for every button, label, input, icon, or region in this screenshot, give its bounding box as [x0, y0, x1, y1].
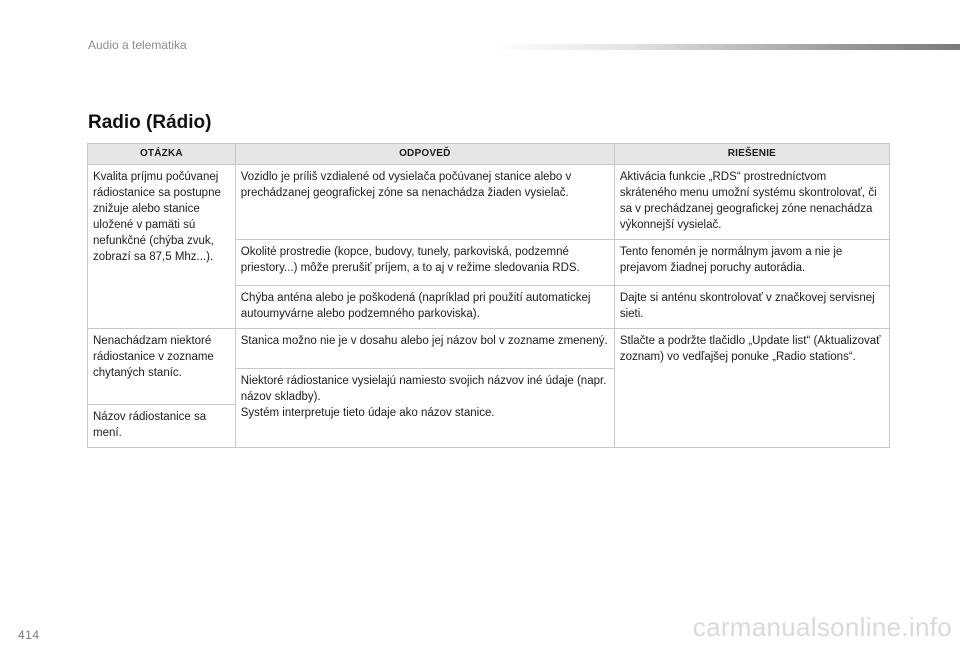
column-header-question: OTÁZKA	[88, 144, 236, 165]
answer-cell: Vozidlo je príliš vzdialené od vysielača počúvanej stanice alebo v prechádzanej geografickej zóne sa nenachádza žiaden vysielač.	[235, 165, 614, 240]
watermark: carmanualsonline.info	[692, 612, 952, 642]
answer-cell: Okolité prostredie (kopce, budovy, tunely, parkoviská, podzemné priestory...) môže prerušiť príjem, a to aj v režime sledovania RDS.	[235, 240, 614, 286]
table-row	[88, 165, 890, 240]
troubleshooting-table	[87, 143, 890, 448]
solution-cell: Stlačte a podržte tlačidlo „Update list“ (Aktualizovať zoznam) vo vedľajšej ponuke „Radio stations“.	[614, 329, 889, 448]
solution-cell: Tento fenomén je normálnym javom a nie je prejavom žiadnej poruchy autorádia.	[614, 240, 889, 286]
answer-cell: Chýba anténa alebo je poškodená (napríklad pri použití automatickej autoumyvárne alebo podzemného parkoviska).	[235, 286, 614, 329]
column-header-answer: ODPOVEĎ	[235, 144, 614, 165]
question-cell: Názov rádiostanice sa mení.	[88, 405, 236, 448]
header-title: Audio a telematika	[88, 38, 187, 52]
solution-cell: Dajte si anténu skontrolovať v značkovej servisnej sieti.	[614, 286, 889, 329]
column-header-solution: RIEŠENIE	[614, 144, 889, 165]
header-decorative-bar	[490, 44, 960, 50]
answer-cell: Niektoré rádiostanice vysielajú namiesto svojich názvov iné údaje (napr. názov skladby). Systém interpretuje tieto údaje ako názov stanice.	[235, 369, 614, 448]
table-header-row	[88, 144, 890, 165]
page-number: 414	[18, 628, 40, 642]
question-cell: Kvalita príjmu počúvanej rádiostanice sa postupne znižuje alebo stanice uložené v pamäti sú nefunkčné (chýba zvuk, zobrazí sa 87,5 Mhz...).	[88, 165, 236, 329]
table-row	[88, 329, 890, 369]
answer-cell: Stanica možno nie je v dosahu alebo jej názov bol v zozname zmenený.	[235, 329, 614, 369]
section-title: Radio (Rádio)	[88, 112, 212, 133]
question-cell: Nenachádzam niektoré rádiostanice v zozname chytaných staníc.	[88, 329, 236, 405]
solution-cell: Aktivácia funkcie „RDS“ prostredníctvom skráteného menu umožní systému skontrolovať, či sa v prechádzanej geografickej zóne nenachádza výkonnejší vysielač.	[614, 165, 889, 240]
